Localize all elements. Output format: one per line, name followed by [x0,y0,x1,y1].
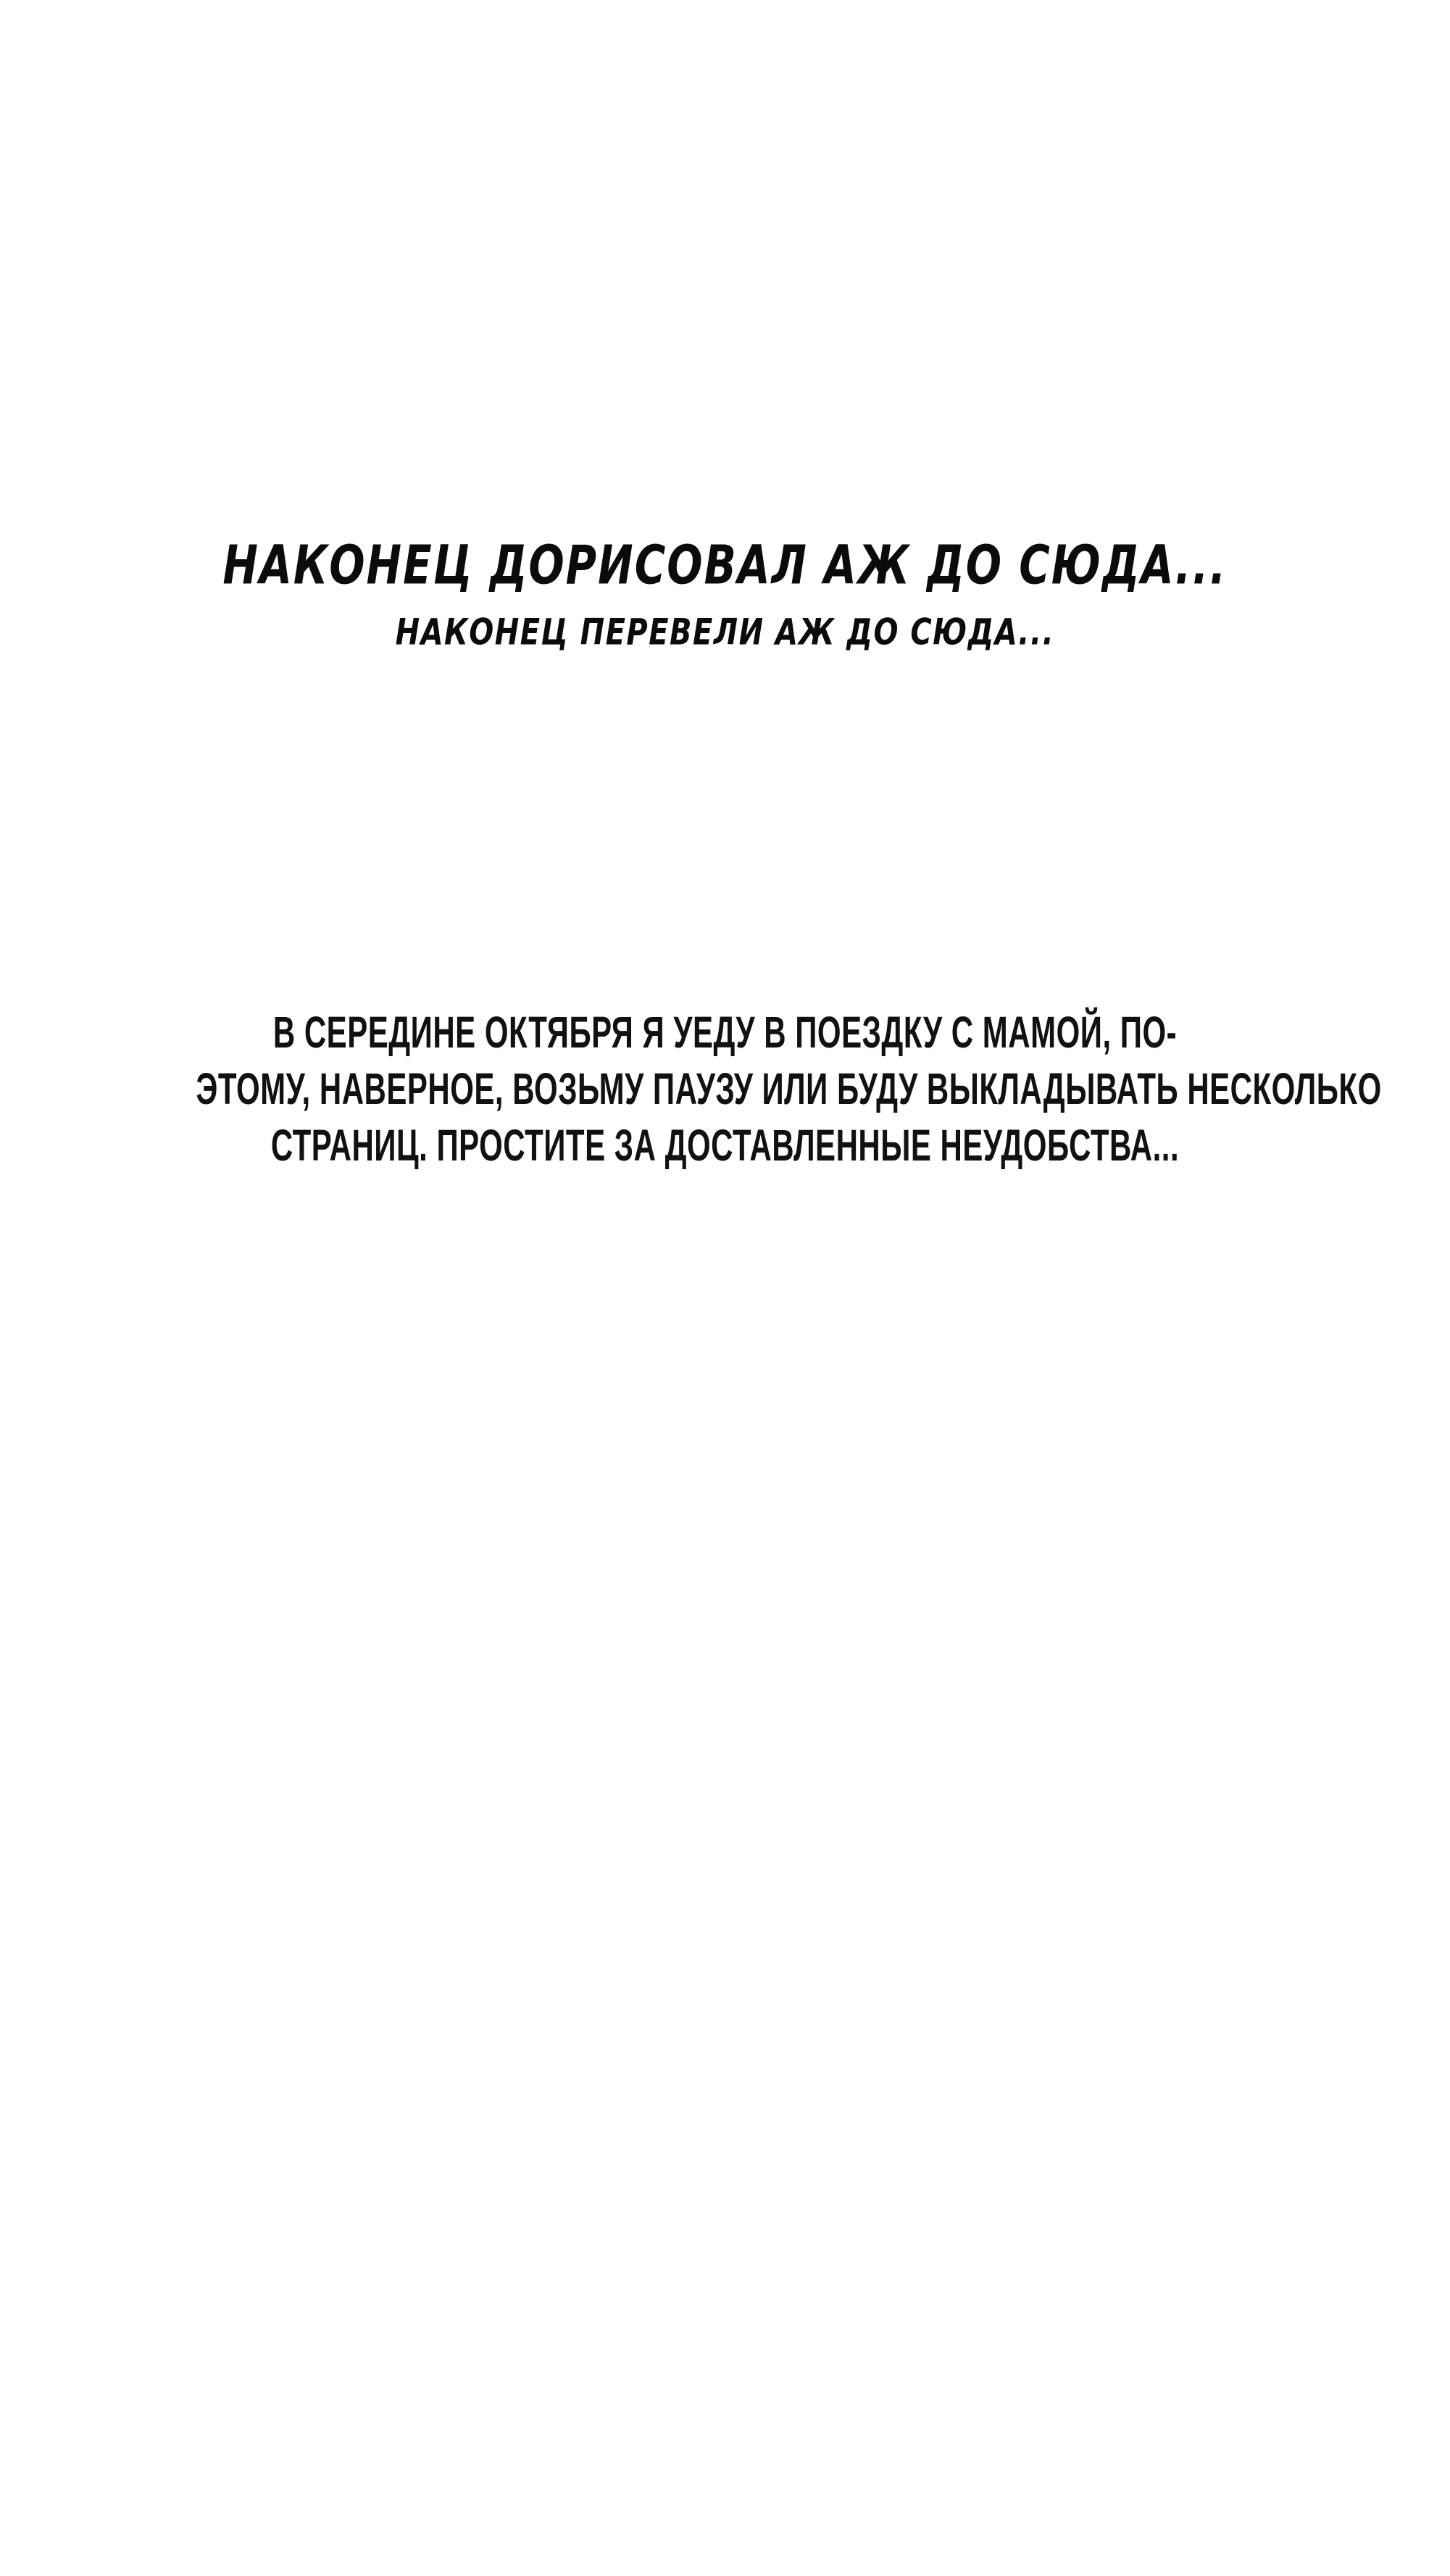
announcement-block [0,533,1450,653]
announcement-sub-line: НАКОНЕЦ ПЕРЕВЕЛИ АЖ ДО СЮДА... [395,611,1055,653]
author-note-line-1: В СЕРЕДИНЕ ОКТЯБРЯ Я УЕДУ В ПОЕЗДКУ С МАМОЙ, ПО- [272,1007,1178,1057]
author-note-line-2: ЭТОМУ, НАВЕРНОЕ, ВОЗЬМУ ПАУЗУ ИЛИ БУДУ ВЫКЛАДЫВАТЬ НЕСКОЛЬКО [196,1063,1382,1113]
author-note-line-3: СТРАНИЦ. ПРОСТИТЕ ЗА ДОСТАВЛЕННЫЕ НЕУДОБСТВА... [270,1120,1180,1170]
announcement-main-line: НАКОНЕЦ ДОРИСОВАЛ АЖ ДО СЮДА... [222,533,1228,597]
author-note-block [196,1007,1382,1170]
